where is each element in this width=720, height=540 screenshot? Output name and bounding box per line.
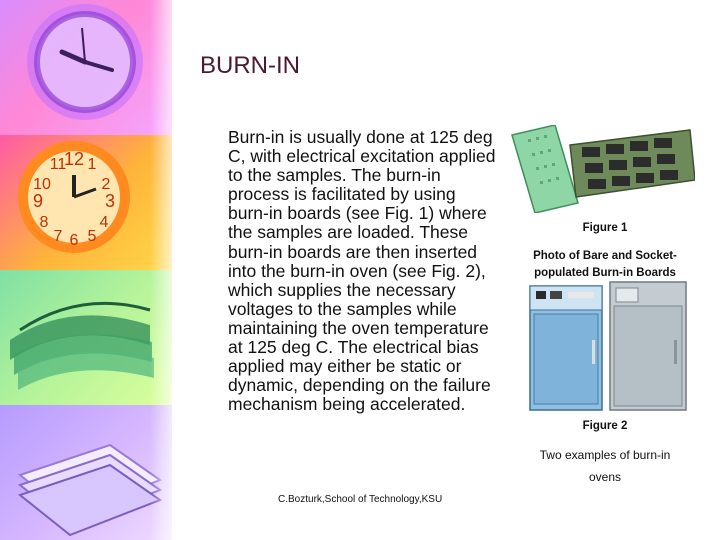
green-books-panel xyxy=(0,270,172,405)
clock-icon xyxy=(0,0,172,135)
svg-text:4: 4 xyxy=(99,214,109,231)
svg-text:5: 5 xyxy=(87,228,97,245)
svg-text:11: 11 xyxy=(49,156,67,173)
svg-text:9: 9 xyxy=(32,191,44,211)
svg-text:12: 12 xyxy=(63,149,85,169)
figure1-caption xyxy=(510,248,700,282)
svg-text:10: 10 xyxy=(33,176,51,193)
figure1-caption-line2: populated Burn-in Boards xyxy=(534,267,676,279)
slide-footer: C.Bozturk,School of Technology,KSU xyxy=(278,494,443,505)
slide-title: BURN-IN xyxy=(200,52,300,79)
purple-papers-panel xyxy=(0,405,172,540)
decorative-photo-strip xyxy=(0,0,172,540)
slide-body-text: Burn-in is usually done at 125 deg C, with electrical excitation applied to the samples. The burn-in process is facilitated by using burn-in boards (see Fig. 1) where the samples are loaded. These burn-in boards are then inserted into the burn-in oven (see Fig. 2), which supplies the necessary voltages to the samples while maintaining the oven temperature at 125 deg C. The electrical bias applied may either be static or dynamic, depending on the failure mechanism being accelerated. xyxy=(228,127,496,415)
svg-text:8: 8 xyxy=(39,214,49,231)
svg-text:3: 3 xyxy=(104,191,116,211)
svg-text:1: 1 xyxy=(87,156,97,173)
figure1-label: Figure 1 xyxy=(582,222,628,234)
svg-text:2: 2 xyxy=(101,176,111,193)
purple-clock-panel xyxy=(0,0,172,135)
strip-fade xyxy=(150,0,172,540)
svg-text:7: 7 xyxy=(53,228,63,245)
figure2-label: Figure 2 xyxy=(582,420,628,432)
alarm-clock-icon xyxy=(0,135,172,270)
svg-text:6: 6 xyxy=(69,232,79,249)
burn-in-ovens-photo xyxy=(522,280,690,412)
figure2-caption-line2: ovens xyxy=(588,470,622,484)
book-stack-icon xyxy=(0,270,172,405)
burn-in-boards-photo xyxy=(510,125,695,213)
figure1-caption-line1: Photo of Bare and Socket- xyxy=(533,250,677,262)
figure2-caption-line1: Two examples of burn-in xyxy=(539,448,671,462)
orange-clock-panel xyxy=(0,135,172,270)
paper-stack-icon xyxy=(0,405,172,540)
figure2-caption xyxy=(510,444,700,488)
